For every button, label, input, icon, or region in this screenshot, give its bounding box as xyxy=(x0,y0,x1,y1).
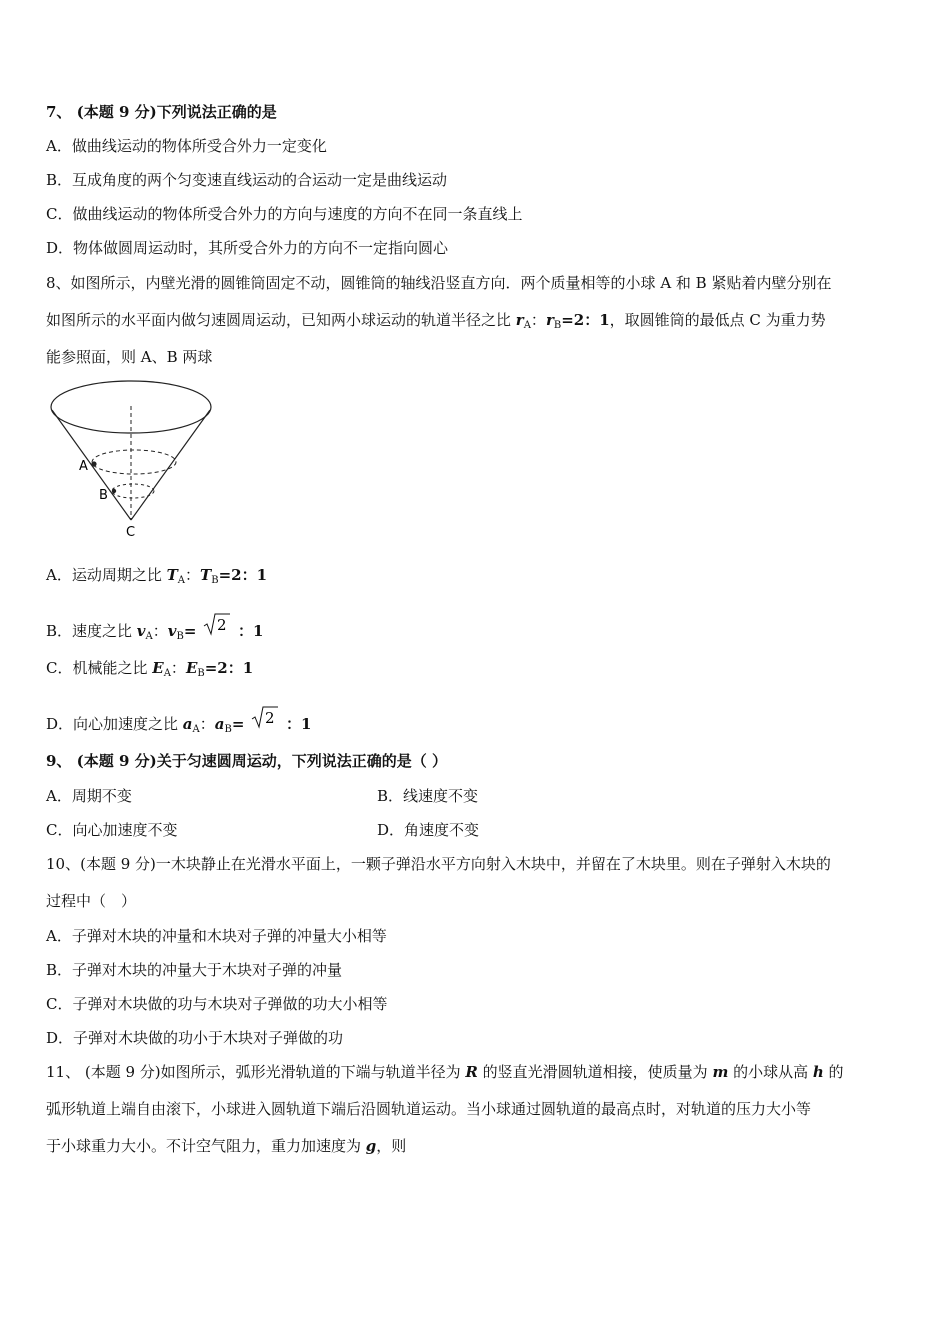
q8-d-tail: ：1 xyxy=(286,715,312,733)
q7-stem: 7、 (本题 9 分)下列说法正确的是 xyxy=(46,103,277,121)
q8-c-sub-a: A xyxy=(163,668,171,679)
cone-right-edge xyxy=(131,410,210,520)
q8-option-d xyxy=(46,705,311,740)
label-b: B xyxy=(99,488,108,503)
q8-b-var-2: v xyxy=(167,622,177,640)
ball-b xyxy=(112,489,116,493)
q8-a-var-2: T xyxy=(200,566,212,584)
q11-stem-line2: 弧形轨道上端自由滚下，小球进入圆轨道下端后沿圆轨道运动。当小球通过圆轨道的最高点时，对轨道的压力大小等 xyxy=(46,1100,812,1118)
cone-diagram xyxy=(48,378,218,543)
q11-text-4: 的 xyxy=(823,1063,844,1081)
q8-a-sub-b: B xyxy=(211,575,219,586)
q9-option-a: A．周期不变 xyxy=(46,787,132,805)
q8-b-text: B．速度之比 xyxy=(46,622,137,640)
q8-d-text: D．向心加速度之比 xyxy=(46,715,183,733)
q8-a-sub-a: A xyxy=(177,575,186,586)
q8-d-eq: = xyxy=(231,715,245,733)
q10-option-b: B．子弹对木块的冲量大于木块对子弹的冲量 xyxy=(46,961,343,979)
q9-option-d: D．角速度不变 xyxy=(377,821,480,839)
q8-b-sub-a: A xyxy=(145,631,153,642)
q11-text-5: 于小球重力大小。不计空气阻力，重力加速度为 xyxy=(46,1137,366,1155)
q8-b-tail: ：1 xyxy=(237,622,264,640)
q8-sub-a: A xyxy=(523,320,531,331)
q10-stem-line2: 过程中（ ） xyxy=(46,892,137,910)
sqrt-radicand: 2 xyxy=(217,616,227,634)
label-c: C xyxy=(126,525,136,540)
q8-a-text: A．运动周期之比 xyxy=(46,566,167,584)
q8-c-colon: ： xyxy=(170,659,186,677)
orbit-a xyxy=(92,450,176,474)
sqrt-symbol-2 xyxy=(251,705,279,729)
q11-text-2: 的竖直光滑圆轨道相接，使质量为 xyxy=(477,1063,713,1081)
q8-a-ratio: =2：1 xyxy=(218,566,268,584)
q11-stem-line1 xyxy=(46,1062,844,1082)
q7-option-d: D．物体做圆周运动时，其所受合外力的方向不一定指向圆心 xyxy=(46,239,449,257)
q8-b-var: v xyxy=(136,622,146,640)
q8-c-sub-b: B xyxy=(197,668,205,679)
q11-r-var: R xyxy=(465,1063,478,1081)
sqrt-sign-2 xyxy=(251,705,279,729)
q8-r-var: r xyxy=(515,311,524,329)
q10-stem-line1: 10、(本题 9 分)一木块静止在光滑水平面上，一颗子弹沿水平方向射入木块中，并留在了木块里。则在子弹射入木块的 xyxy=(46,855,831,873)
q8-option-a xyxy=(46,565,267,591)
orbit-b xyxy=(112,484,154,498)
q9-option-b: B．线速度不变 xyxy=(377,787,479,805)
q8-b-colon: ： xyxy=(152,622,168,640)
q8-r-var-2: r xyxy=(545,311,554,329)
q8-text-2: ，取圆锥筒的最低点 C 为重力势 xyxy=(609,311,826,329)
q8-c-var-2: E xyxy=(185,659,198,677)
q8-d-var: a xyxy=(182,715,193,733)
q11-g-var: g xyxy=(365,1137,377,1155)
q8-c-ratio: =2：1 xyxy=(204,659,254,677)
q8-stem-line2 xyxy=(46,310,826,336)
q8-d-var-2: a xyxy=(214,715,225,733)
sqrt-symbol xyxy=(203,612,231,636)
q7-option-a: A．做曲线运动的物体所受合外力一定变化 xyxy=(46,137,327,155)
q8-d-sub-b: B xyxy=(224,724,232,735)
q7-option-c: C．做曲线运动的物体所受合外力的方向与速度的方向不在同一条直线上 xyxy=(46,205,523,223)
q11-stem-line3 xyxy=(46,1136,406,1156)
q7-option-b: B．互成角度的两个匀变速直线运动的合运动一定是曲线运动 xyxy=(46,171,448,189)
sqrt-radicand-2: 2 xyxy=(265,709,275,727)
q8-colon: ： xyxy=(530,311,546,329)
q11-text-1: 11、 (本题 9 分)如图所示，弧形光滑轨道的下端与轨道半径为 xyxy=(46,1063,466,1081)
q9-option-c: C．向心加速度不变 xyxy=(46,821,178,839)
q8-radius-ratio: =2：1 xyxy=(561,311,610,329)
q8-stem-line1: 8、如图所示，内壁光滑的圆锥筒固定不动，圆锥筒的轴线沿竖直方向．两个质量相等的小球 A 和 B 紧贴着内壁分别在 xyxy=(46,274,832,292)
q8-d-colon: ： xyxy=(199,715,215,733)
q8-sub-b: B xyxy=(553,320,562,331)
q11-m-var: m xyxy=(712,1063,729,1081)
cone-left-edge xyxy=(52,410,131,520)
q10-option-c: C．子弹对木块做的功与木块对子弹做的功大小相等 xyxy=(46,995,388,1013)
q11-text-3: 的小球从高 xyxy=(728,1063,813,1081)
q8-text: 如图所示的水平面内做匀速圆周运动，已知两小球运动的轨道半径之比 xyxy=(46,311,516,329)
q8-c-var: E xyxy=(152,659,164,677)
q9-stem: 9、 (本题 9 分)关于匀速圆周运动，下列说法正确的是（ ） xyxy=(46,752,447,770)
q8-stem-line3: 能参照面，则 A、B 两球 xyxy=(46,348,213,366)
q8-a-colon: ： xyxy=(185,566,201,584)
q11-text-6: ，则 xyxy=(376,1137,407,1155)
q11-h-var: h xyxy=(812,1063,824,1081)
q8-option-b xyxy=(46,612,263,647)
q8-d-sub-a: A xyxy=(192,724,200,735)
label-a: A xyxy=(79,459,88,474)
q8-a-var: T xyxy=(166,566,178,584)
q10-option-d: D．子弹对木块做的功小于木块对子弹做的功 xyxy=(46,1029,344,1047)
q8-b-sub-b: B xyxy=(176,631,184,642)
ball-a xyxy=(91,461,96,466)
q8-option-c xyxy=(46,658,253,684)
q8-c-text: C．机械能之比 xyxy=(46,659,153,677)
sqrt-sign xyxy=(203,612,231,636)
q8-b-eq: = xyxy=(183,622,197,640)
q10-option-a: A．子弹对木块的冲量和木块对子弹的冲量大小相等 xyxy=(46,927,387,945)
